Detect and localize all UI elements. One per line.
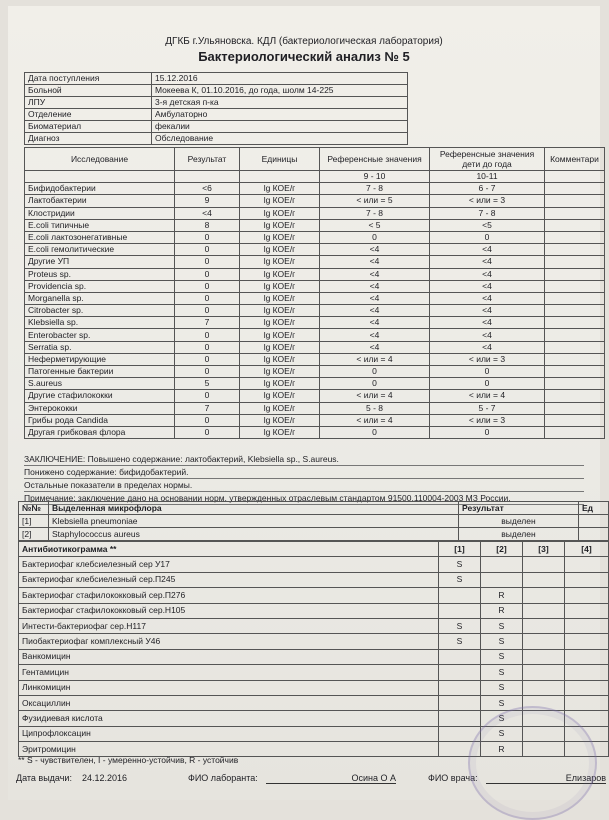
table-cell — [565, 680, 609, 695]
issue-date-label: Дата выдачи: — [16, 773, 72, 783]
info-label: Отделение — [25, 109, 152, 121]
table-cell: <4 — [320, 268, 430, 280]
table-cell: lg КОЕ/г — [240, 292, 320, 304]
table-row — [25, 280, 605, 292]
table-cell: 0 — [320, 231, 430, 243]
table-cell: 7 - 8 — [320, 183, 430, 195]
table-cell: <4 — [430, 305, 545, 317]
table-cell: < или = 3 — [430, 414, 545, 426]
info-label: Биоматериал — [25, 121, 152, 133]
table-cell: 0 — [175, 353, 240, 365]
table-row — [19, 618, 609, 633]
table-cell — [439, 680, 481, 695]
report-title: Бактериологический анализ № 5 — [198, 49, 410, 64]
table-cell — [523, 603, 565, 618]
patient-info-table — [24, 72, 408, 145]
table-cell: S — [481, 649, 523, 664]
table-cell: < или = 3 — [430, 195, 545, 207]
info-row — [25, 85, 408, 97]
table-row — [25, 219, 605, 231]
table-row — [25, 353, 605, 365]
conclusion-line: ЗАКЛЮЧЕНИЕ: Повышено содержание: лактобактерий, Klebsiella sp., S.aureus. — [24, 453, 584, 466]
conclusion-note: Примечание: заключение дано на основании норм, утвержденных отраслевым стандартом 91500.110004-2003 МЗ России. — [24, 492, 584, 505]
table-cell: S — [439, 634, 481, 649]
table-cell: lg КОЕ/г — [240, 353, 320, 365]
table-cell: Citrobacter sp. — [25, 305, 175, 317]
table-row — [19, 588, 609, 603]
table-cell: lg КОЕ/г — [240, 219, 320, 231]
column-header: [3] — [523, 542, 565, 557]
table-cell — [545, 171, 605, 183]
lab-report-sheet — [8, 6, 606, 800]
table-cell: 7 — [175, 317, 240, 329]
table-cell: lg КОЕ/г — [240, 256, 320, 268]
table-row — [25, 426, 605, 438]
table-cell: <4 — [430, 244, 545, 256]
table-cell: Staphylococcus aureus — [49, 528, 459, 541]
table-cell: <4 — [430, 292, 545, 304]
microflora-table — [18, 501, 609, 541]
lab-tech-label: ФИО лаборанта: — [188, 773, 258, 783]
table-cell: 0 — [175, 231, 240, 243]
column-header: Результат — [459, 502, 579, 515]
table-cell: [1] — [19, 515, 49, 528]
table-cell: < 5 — [320, 219, 430, 231]
table-cell — [25, 171, 175, 183]
table-cell: Гентамицин — [19, 665, 439, 680]
column-header: Комментари — [545, 148, 605, 171]
column-header: Единицы — [240, 148, 320, 171]
table-row — [25, 256, 605, 268]
table-row — [19, 557, 609, 572]
table-cell: R — [481, 603, 523, 618]
table-cell: Proteus sp. — [25, 268, 175, 280]
table-cell: lg КОЕ/г — [240, 390, 320, 402]
table-cell: <4 — [430, 256, 545, 268]
table-cell: E.coli типичные — [25, 219, 175, 231]
table-cell — [545, 280, 605, 292]
column-header: Исследование — [25, 148, 175, 171]
info-row — [25, 109, 408, 121]
table-row — [25, 341, 605, 353]
table-cell — [523, 588, 565, 603]
table-cell: 0 — [175, 268, 240, 280]
table-cell: Интести-бактериофаг сер.Н117 — [19, 618, 439, 633]
table-cell: lg КОЕ/г — [240, 268, 320, 280]
table-cell: 5 — [175, 378, 240, 390]
table-cell — [439, 665, 481, 680]
info-row — [25, 97, 408, 109]
lab-tech-name: Осина О А — [266, 773, 396, 784]
table-cell — [565, 649, 609, 664]
table-row — [25, 402, 605, 414]
table-cell: 0 — [175, 305, 240, 317]
table-cell: Бактериофаг клебсиелезный сер.П245 — [19, 572, 439, 587]
table-cell: Бактериофаг стафилококковый сер.Н105 — [19, 603, 439, 618]
table-cell: Klebsiella sp. — [25, 317, 175, 329]
table-cell: 0 — [430, 231, 545, 243]
table-row — [25, 366, 605, 378]
table-cell: выделен — [459, 515, 579, 528]
table-cell: 0 — [175, 341, 240, 353]
info-label: Дата поступления — [25, 73, 152, 85]
table-cell: lg КОЕ/г — [240, 402, 320, 414]
table-cell: Линкомицин — [19, 680, 439, 695]
table-cell: 0 — [175, 390, 240, 402]
table-cell: S — [481, 726, 523, 741]
table-cell — [439, 649, 481, 664]
org-header: ДГКБ г.Ульяновска. КДЛ (бактериологическая лаборатория) — [165, 36, 443, 47]
table-cell: Enterobacter sp. — [25, 329, 175, 341]
table-cell — [545, 426, 605, 438]
table-cell: 0 — [175, 292, 240, 304]
info-value: Амбулаторно — [152, 109, 408, 121]
table-cell: 6 - 7 — [430, 183, 545, 195]
table-cell: < или = 3 — [430, 353, 545, 365]
table-cell: lg КОЕ/г — [240, 207, 320, 219]
table-row — [25, 390, 605, 402]
table-cell — [439, 603, 481, 618]
table-cell — [175, 171, 240, 183]
table-cell: lg КОЕ/г — [240, 414, 320, 426]
table-cell: lg КОЕ/г — [240, 317, 320, 329]
table-cell: 10-11 — [430, 171, 545, 183]
table-cell — [545, 195, 605, 207]
column-header: [4] — [565, 542, 609, 557]
table-cell — [523, 649, 565, 664]
table-cell: <5 — [430, 219, 545, 231]
table-cell — [523, 634, 565, 649]
table-cell: lg КОЕ/г — [240, 341, 320, 353]
table-cell — [439, 711, 481, 726]
table-cell — [481, 572, 523, 587]
table-cell: Оксациллин — [19, 695, 439, 710]
table-cell: 0 — [320, 378, 430, 390]
table-cell — [439, 695, 481, 710]
table-cell — [545, 414, 605, 426]
table-cell: S — [481, 711, 523, 726]
table-cell: E.coli лактозонегативные — [25, 231, 175, 243]
table-cell: Неферметирующие — [25, 353, 175, 365]
table-row — [25, 244, 605, 256]
table-cell: Пиобактериофаг комплексный У46 — [19, 634, 439, 649]
table-cell: 7 - 8 — [430, 207, 545, 219]
table-cell: 0 — [175, 244, 240, 256]
table-cell: lg КОЕ/г — [240, 305, 320, 317]
table-cell — [565, 695, 609, 710]
table-row — [25, 231, 605, 243]
table-cell: < или = 5 — [320, 195, 430, 207]
info-row — [25, 73, 408, 85]
table-cell — [545, 378, 605, 390]
table-cell: lg КОЕ/г — [240, 280, 320, 292]
table-cell — [565, 618, 609, 633]
table-cell: Providencia sp. — [25, 280, 175, 292]
table-cell: S — [481, 695, 523, 710]
table-cell — [545, 402, 605, 414]
table-cell: <4 — [320, 244, 430, 256]
table-cell — [579, 515, 609, 528]
table-cell — [545, 366, 605, 378]
table-cell: <4 — [430, 317, 545, 329]
info-value: фекалии — [152, 121, 408, 133]
table-cell: lg КОЕ/г — [240, 195, 320, 207]
table-cell: <4 — [430, 341, 545, 353]
table-cell — [545, 305, 605, 317]
table-cell: 0 — [430, 378, 545, 390]
doctor-name: Елизаров — [486, 773, 606, 784]
issue-date: 24.12.2016 — [82, 773, 128, 783]
table-cell: 8 — [175, 219, 240, 231]
table-row — [25, 305, 605, 317]
table-row — [25, 207, 605, 219]
table-row — [19, 680, 609, 695]
table-cell: 9 - 10 — [320, 171, 430, 183]
table-cell: R — [481, 588, 523, 603]
column-header: №№ — [19, 502, 49, 515]
column-header: Результат — [175, 148, 240, 171]
table-cell: выделен — [459, 528, 579, 541]
table-row — [25, 195, 605, 207]
table-cell: Эритромицин — [19, 742, 439, 757]
table-cell: lg КОЕ/г — [240, 183, 320, 195]
table-cell: Энтерококки — [25, 402, 175, 414]
info-row — [25, 121, 408, 133]
table-row — [25, 329, 605, 341]
table-cell: <4 — [430, 329, 545, 341]
table-row — [19, 572, 609, 587]
table-cell: <4 — [320, 305, 430, 317]
table-row — [19, 528, 609, 541]
table-cell — [579, 528, 609, 541]
table-cell: <4 — [430, 280, 545, 292]
table-cell: 7 — [175, 402, 240, 414]
table-cell — [545, 183, 605, 195]
table-cell: 0 — [175, 426, 240, 438]
table-cell: 9 — [175, 195, 240, 207]
table-cell: 5 - 7 — [430, 402, 545, 414]
table-cell: 0 — [175, 256, 240, 268]
table-cell — [565, 603, 609, 618]
table-row — [25, 171, 605, 183]
conclusion-line: Понижено содержание: бифидобактерий. — [24, 466, 584, 479]
table-cell — [545, 219, 605, 231]
table-cell: <6 — [175, 183, 240, 195]
table-cell — [240, 171, 320, 183]
table-cell: Klebsiella pneumoniae — [49, 515, 459, 528]
info-value: Мокеева К, 01.10.2016, до года, шолм 14-225 — [152, 85, 408, 97]
table-cell: lg КОЕ/г — [240, 426, 320, 438]
column-header: Ед — [579, 502, 609, 515]
table-cell — [545, 292, 605, 304]
table-cell: R — [481, 742, 523, 757]
table-cell — [545, 207, 605, 219]
column-header: Референсные значения — [320, 148, 430, 171]
column-header: [1] — [439, 542, 481, 557]
table-cell — [565, 665, 609, 680]
table-cell: Лактобактерии — [25, 195, 175, 207]
table-cell: S — [481, 634, 523, 649]
legend-note: ** S - чувствителен, I - умеренно-устойчив, R - устойчив — [18, 755, 239, 765]
table-cell: lg КОЕ/г — [240, 378, 320, 390]
table-cell — [545, 256, 605, 268]
table-cell: Клостридии — [25, 207, 175, 219]
column-header: Референсные значения дети до года — [430, 148, 545, 171]
table-cell: Другая грибковая флора — [25, 426, 175, 438]
table-cell: Ванкомицин — [19, 649, 439, 664]
table-cell: Бифидобактерии — [25, 183, 175, 195]
column-header: Выделенная микрофлора — [49, 502, 459, 515]
table-cell: E.coli гемолитические — [25, 244, 175, 256]
table-cell: 0 — [175, 366, 240, 378]
table-cell: <4 — [175, 207, 240, 219]
table-cell: <4 — [320, 292, 430, 304]
table-cell — [545, 317, 605, 329]
table-cell — [545, 329, 605, 341]
table-cell: 0 — [175, 414, 240, 426]
table-row — [25, 183, 605, 195]
table-row — [25, 414, 605, 426]
table-cell: lg КОЕ/г — [240, 244, 320, 256]
table-cell — [523, 680, 565, 695]
table-cell — [523, 557, 565, 572]
table-row — [25, 292, 605, 304]
table-cell: lg КОЕ/г — [240, 366, 320, 378]
table-cell: Другие УП — [25, 256, 175, 268]
table-cell: lg КОЕ/г — [240, 329, 320, 341]
conclusion-block — [24, 453, 584, 505]
conclusion-line: Остальные показатели в пределах нормы. — [24, 479, 584, 492]
table-cell — [545, 268, 605, 280]
table-cell: 0 — [320, 366, 430, 378]
table-cell: 0 — [430, 426, 545, 438]
table-cell — [545, 231, 605, 243]
stamp-seal — [468, 706, 597, 820]
table-cell: [2] — [19, 528, 49, 541]
table-cell — [523, 618, 565, 633]
table-cell: Фузидиевая кислота — [19, 711, 439, 726]
column-header: Антибиотикограмма ** — [19, 542, 439, 557]
table-cell: 0 — [175, 280, 240, 292]
table-cell: < или = 4 — [320, 353, 430, 365]
table-cell: 5 - 8 — [320, 402, 430, 414]
table-cell: 0 — [430, 366, 545, 378]
table-cell: S — [481, 680, 523, 695]
analysis-table — [24, 147, 605, 439]
table-cell — [481, 557, 523, 572]
table-row — [25, 317, 605, 329]
table-row — [25, 378, 605, 390]
table-cell: Грибы рода Candida — [25, 414, 175, 426]
table-row — [19, 634, 609, 649]
table-cell — [545, 353, 605, 365]
table-cell: <4 — [320, 280, 430, 292]
table-cell: S — [439, 618, 481, 633]
table-cell: Ципрофлоксацин — [19, 726, 439, 741]
table-cell: S — [481, 665, 523, 680]
table-cell: <4 — [320, 341, 430, 353]
table-cell: <4 — [320, 317, 430, 329]
table-cell — [523, 665, 565, 680]
table-cell: < или = 4 — [320, 414, 430, 426]
table-row — [19, 603, 609, 618]
info-label: Диагноз — [25, 133, 152, 145]
table-cell: lg КОЕ/г — [240, 231, 320, 243]
table-cell — [545, 341, 605, 353]
info-row — [25, 133, 408, 145]
table-cell: 0 — [320, 426, 430, 438]
table-cell: S — [481, 618, 523, 633]
table-cell — [565, 572, 609, 587]
table-cell — [523, 572, 565, 587]
table-cell — [545, 244, 605, 256]
table-cell — [565, 557, 609, 572]
table-cell: Morganella sp. — [25, 292, 175, 304]
table-cell: 0 — [175, 329, 240, 341]
info-value: 15.12.2016 — [152, 73, 408, 85]
table-row — [19, 665, 609, 680]
table-cell: S — [439, 572, 481, 587]
table-cell: Патогенные бактерии — [25, 366, 175, 378]
info-value: 3-я детская п-ка — [152, 97, 408, 109]
table-cell: < или = 4 — [320, 390, 430, 402]
info-label: ЛПУ — [25, 97, 152, 109]
table-cell: Бактериофаг клебсиелезный сер У17 — [19, 557, 439, 572]
table-row — [19, 649, 609, 664]
table-cell: S — [439, 557, 481, 572]
info-value: Обследование — [152, 133, 408, 145]
table-cell: 7 - 8 — [320, 207, 430, 219]
table-cell: Бактериофаг стафилококковый сер.П276 — [19, 588, 439, 603]
column-header: [2] — [481, 542, 523, 557]
table-cell: < или = 4 — [430, 390, 545, 402]
table-cell — [439, 588, 481, 603]
table-row — [19, 515, 609, 528]
table-cell: S.aureus — [25, 378, 175, 390]
table-cell: <4 — [430, 268, 545, 280]
info-label: Больной — [25, 85, 152, 97]
table-cell: <4 — [320, 329, 430, 341]
table-cell: Serratia sp. — [25, 341, 175, 353]
table-cell: <4 — [320, 256, 430, 268]
table-cell — [565, 588, 609, 603]
table-cell — [545, 390, 605, 402]
table-cell: Другие стафилококки — [25, 390, 175, 402]
table-row — [25, 268, 605, 280]
doctor-label: ФИО врача: — [428, 773, 478, 783]
table-cell — [565, 634, 609, 649]
